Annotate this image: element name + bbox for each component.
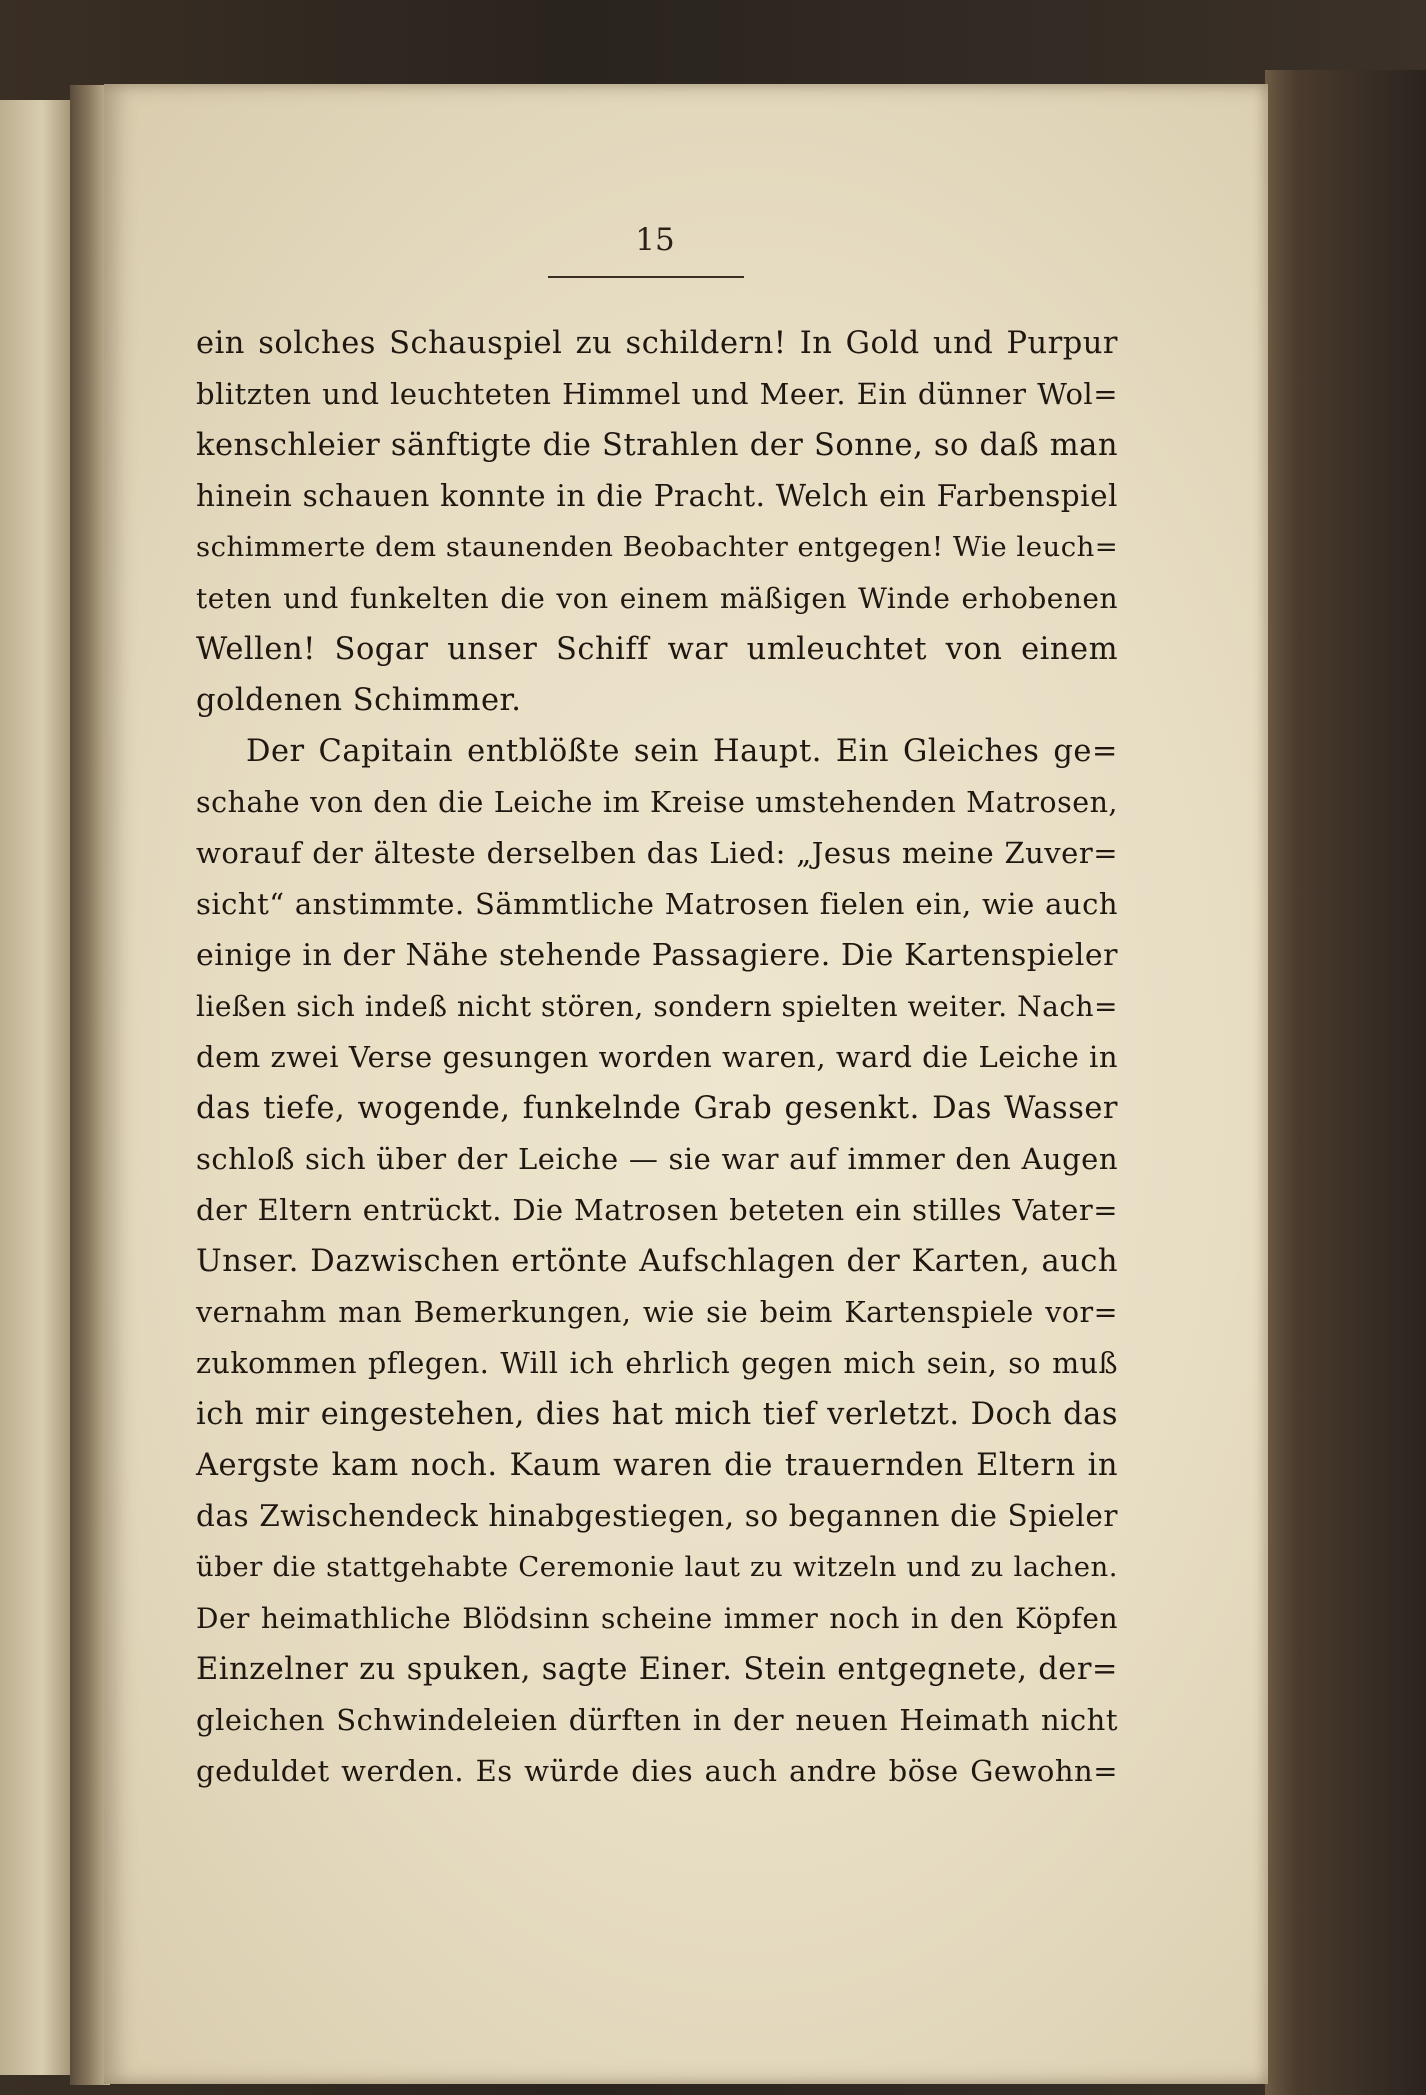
header-rule: [548, 276, 744, 278]
text-line: teten und funkelten die von einem mäßigen Winde erhobenen: [196, 582, 1118, 615]
text-line: Der Capitain entblößte sein Haupt. Ein Gleiches ge=: [246, 734, 1118, 769]
text-line: blitzten und leuchteten Himmel und Meer. Ein dünner Wol=: [196, 377, 1118, 411]
text-line: geduldet werden. Es würde dies auch andre böse Gewohn=: [196, 1754, 1118, 1788]
text-line: einige in der Nähe stehende Passagiere. Die Kartenspieler: [196, 938, 1118, 973]
text-line: dem zwei Verse gesungen worden waren, ward die Leiche in: [196, 1040, 1118, 1074]
text-line: ich mir eingestehen, dies hat mich tief verletzt. Doch das: [196, 1397, 1118, 1432]
text-line: schahe von den die Leiche im Kreise umstehenden Matrosen,: [196, 786, 1118, 819]
body-text: [196, 318, 1118, 1797]
text-line: Aergste kam noch. Kaum waren die trauernden Eltern in: [196, 1448, 1118, 1483]
text-line: Der heimathliche Blödsinn scheine immer noch in den Köpfen: [196, 1602, 1118, 1635]
text-line: das Zwischendeck hinabgestiegen, so begannen die Spieler: [196, 1499, 1118, 1533]
right-cover-edge: [1265, 70, 1426, 2095]
text-line: vernahm man Bemerkungen, wie sie beim Kartenspiele vor=: [196, 1296, 1118, 1329]
text-line: Wellen! Sogar unser Schiff war umleuchtet von einem: [196, 632, 1118, 667]
text-line: Einzelner zu spuken, sagte Einer. Stein entgegnete, der=: [196, 1652, 1118, 1687]
text-line: der Eltern entrückt. Die Matrosen beteten ein stilles Vater=: [196, 1193, 1118, 1227]
text-line: kenschleier sänftigte die Strahlen der Sonne, so daß man: [196, 428, 1118, 463]
text-line: hinein schauen konnte in die Pracht. Welch ein Farbenspiel: [196, 479, 1118, 513]
text-line: ließen sich indeß nicht stören, sondern spielten weiter. Nach=: [196, 990, 1118, 1023]
text-line: schimmerte dem staunenden Beobachter entgegen! Wie leuch=: [196, 531, 1119, 563]
left-page-edge: [0, 100, 72, 2075]
text-line: das tiefe, wogende, funkelnde Grab gesenkt. Das Wasser: [196, 1091, 1118, 1126]
text-line: schloß sich über der Leiche — sie war auf immer den Augen: [196, 1142, 1118, 1176]
text-line: über die stattgehabte Ceremonie laut zu witzeln und zu lachen.: [196, 1551, 1118, 1583]
text-line: sicht“ anstimmte. Sämmtliche Matrosen fielen ein, wie auch: [196, 887, 1118, 921]
text-line: ein solches Schauspiel zu schildern! In Gold und Purpur: [196, 326, 1118, 361]
text-line: zukommen pflegen. Will ich ehrlich gegen mich sein, so muß: [196, 1347, 1118, 1380]
text-line: goldenen Schimmer.: [196, 683, 522, 718]
page-number: 15: [635, 222, 675, 258]
text-line: gleichen Schwindeleien dürften in der neuen Heimath nicht: [196, 1703, 1118, 1737]
text-line: Unser. Dazwischen ertönte Aufschlagen der Karten, auch: [196, 1244, 1118, 1279]
text-line: worauf der älteste derselben das Lied: „Jesus meine Zuver=: [196, 836, 1118, 870]
